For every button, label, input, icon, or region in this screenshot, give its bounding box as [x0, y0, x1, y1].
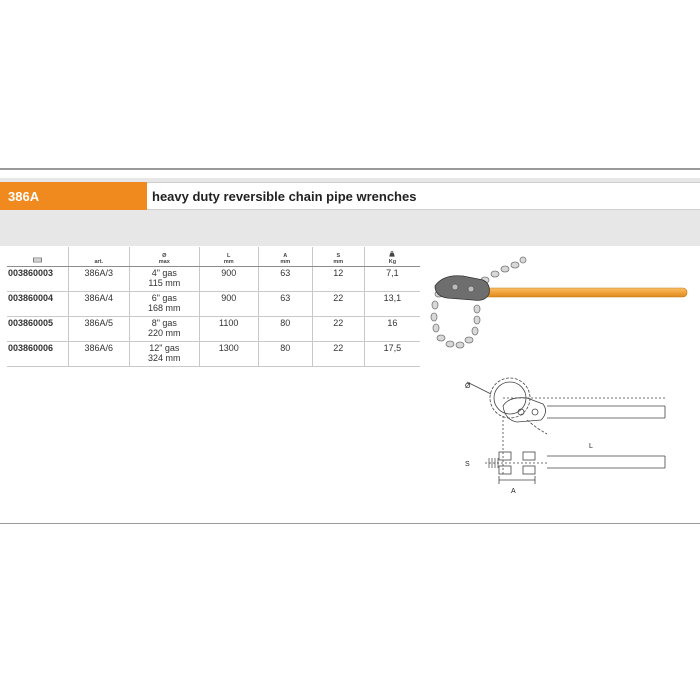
- cell-code: 003860004: [7, 292, 68, 317]
- product-title: heavy duty reversible chain pipe wrenches: [152, 188, 417, 204]
- table-row: [7, 317, 420, 342]
- col-header-art: art.: [68, 247, 129, 267]
- col-header-s: S mm: [312, 247, 364, 267]
- cell-s: 22: [312, 342, 364, 367]
- col-header-pack: [7, 247, 68, 267]
- cell-art: 386A/6: [68, 342, 129, 367]
- col-header-weight: Kg: [364, 247, 420, 267]
- product-code: 386A: [8, 188, 40, 204]
- cell-a: 80: [258, 317, 312, 342]
- bottom-rule: [0, 523, 700, 524]
- wrench-handle: [477, 288, 687, 297]
- cell-s: 12: [312, 267, 364, 292]
- cell-s: 22: [312, 317, 364, 342]
- label-a: A: [511, 488, 516, 495]
- cell-a: 63: [258, 292, 312, 317]
- table-header-row: [7, 247, 420, 267]
- table-row: [7, 267, 420, 292]
- cell-length: 1100: [199, 317, 258, 342]
- cell-diameter: 4" gas 115 mm: [129, 267, 199, 292]
- cell-art: 386A/4: [68, 292, 129, 317]
- product-title-bar: [147, 182, 700, 210]
- cell-art: 386A/5: [68, 317, 129, 342]
- cell-code: 003860005: [7, 317, 68, 342]
- cell-a: 63: [258, 267, 312, 292]
- cell-code: 003860003: [7, 267, 68, 292]
- weight-icon: [389, 251, 395, 257]
- cell-diameter: 6" gas 168 mm: [129, 292, 199, 317]
- cell-weight: 16: [364, 317, 420, 342]
- wrench-chain: [431, 257, 526, 348]
- label-length: L: [589, 443, 593, 450]
- wrench-jaw: [435, 276, 489, 301]
- label-diameter: Ø: [465, 383, 471, 390]
- col-header-length: L mm: [199, 247, 258, 267]
- cell-diameter: 8" gas 220 mm: [129, 317, 199, 342]
- chain-wrench-photo: [425, 250, 693, 365]
- product-code-tab: [0, 182, 147, 210]
- cell-length: 1300: [199, 342, 258, 367]
- cell-a: 80: [258, 342, 312, 367]
- table-row: [7, 292, 420, 317]
- cell-weight: 13,1: [364, 292, 420, 317]
- cell-length: 900: [199, 292, 258, 317]
- cell-weight: 17,5: [364, 342, 420, 367]
- cell-art: 386A/3: [68, 267, 129, 292]
- cell-diameter: 12" gas 324 mm: [129, 342, 199, 367]
- col-header-a: A mm: [258, 247, 312, 267]
- cell-weight: 7,1: [364, 267, 420, 292]
- cell-s: 22: [312, 292, 364, 317]
- cell-length: 900: [199, 267, 258, 292]
- label-s: S: [465, 461, 470, 468]
- pack-icon: [33, 257, 42, 263]
- cell-code: 003860006: [7, 342, 68, 367]
- col-header-diameter: Ø max: [129, 247, 199, 267]
- dimension-drawing: [455, 368, 677, 503]
- table-row: [7, 342, 420, 367]
- top-rule: [0, 168, 700, 170]
- spec-table: [7, 247, 420, 367]
